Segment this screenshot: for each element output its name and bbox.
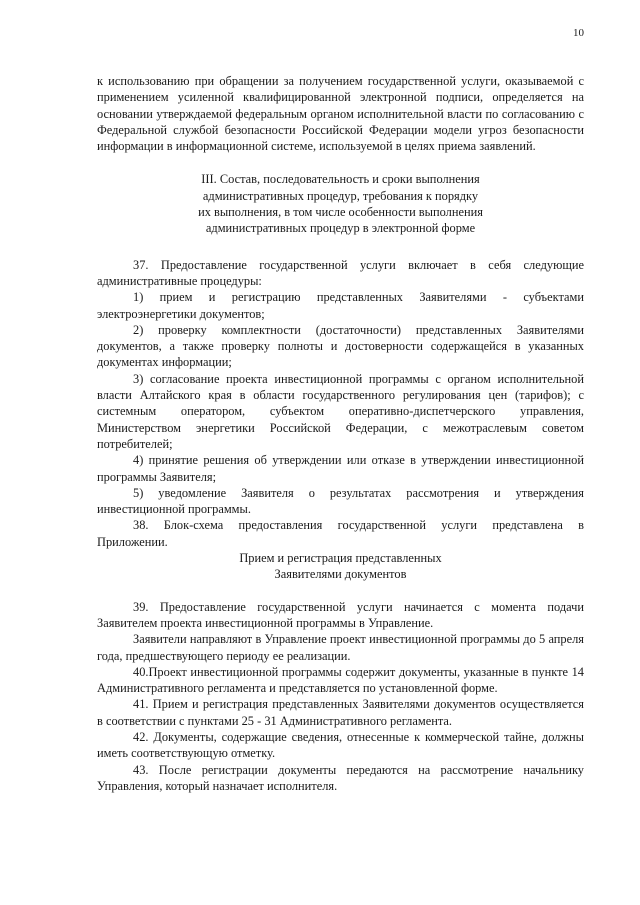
list-item: 4) принятие решения об утверждении или отказе в утверждении инвестиционной программы Заявителя; [97,453,584,484]
section-heading-line: административных процедур, требования к порядку [202,188,479,203]
intro-paragraph: к использованию при обращении за получением государственной услуги, оказываемой с применением усиленной квалифицированной электронной подписи, определяется на основании утверждаемой федеральным органом исполнительной власти по согласованию с Федеральной службой безопасности Российской Федерации модели угроз безопасности информации в информационной системе, используемой в целях приема заявлений. [97,74,584,154]
paragraph-40: 40.Проект инвестиционной программы содержит документы, указанные в пункте 14 Административного регламента и представляется по установленной форме. [97,664,584,696]
list-item: 2) проверку комплектности (достаточности) представленных Заявителями документов, а также проверку полноты и достоверности содержащейся в указанных документах информации; [97,322,584,370]
paragraph-37: 37. Предоставление государственной услуги включает в себя следующие административные процедуры: [97,257,584,288]
page-number: 10 [573,27,584,39]
paragraph-39: 39. Предоставление государственной услуги начинается с момента подачи Заявителем проекта инвестиционной программы в Управление. [97,599,584,630]
list-item: 3) согласование проекта инвестиционной программы с органом исполнительной власти Алтайского края в области государственного регулирования цен (тарифов); с системным оператором, субъектом оперативно-диспетчерского управления, Министерством энергетики Российской Федерации, с межотраслевым советом потребителей; [97,371,584,451]
paragraph-41: 41. Прием и регистрация представленных Заявителями документов осуществляется в соответствии с пунктами 25 - 31 Административного регламента. [97,697,584,728]
section-heading-line: административных процедур в электронной форме [205,221,476,236]
section-heading-line: их выполнения, в том числе особенности выполнения [198,205,483,220]
paragraph-42: 42. Документы, содержащие сведения, отнесенные к коммерческой тайне, должны иметь соответствующую отметку. [97,729,584,761]
section-heading [97,171,584,236]
paragraph-43: 43. После регистрации документы передаются на рассмотрение начальнику Управления, который назначает исполнителя. [97,762,584,793]
paragraph-38: 38. Блок-схема предоставления государственной услуги представлена в Приложении. [97,518,584,549]
subsection-heading-line: Заявителями документов [274,567,407,582]
document-body [97,73,584,794]
section-heading-line: III. Состав, последовательность и сроки выполнения [201,172,480,187]
list-item: 5) уведомление Заявителя о результатах рассмотрения и утверждения инвестиционной программы. [97,485,584,517]
list-item: 1) прием и регистрацию представленных Заявителями - субъектами электроэнергетики документов; [97,290,584,321]
subsection-heading [97,550,584,583]
subsection-heading-line: Прием и регистрация представленных [239,551,442,566]
paragraph-39-continued: Заявители направляют в Управление проект инвестиционной программы до 5 апреля года, предшествующего периоду ее реализации. [97,632,584,663]
